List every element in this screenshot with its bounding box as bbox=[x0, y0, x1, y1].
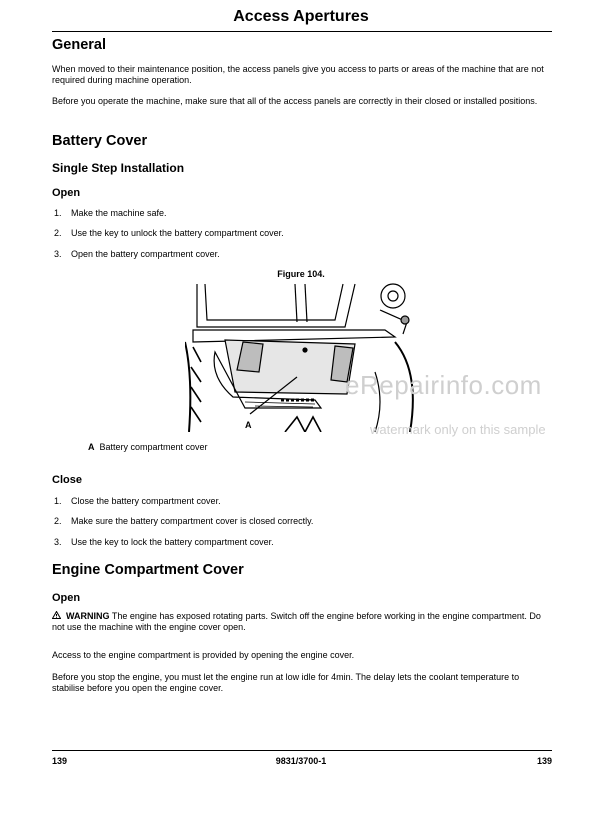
footer-document-number: 9831/3700-1 bbox=[275, 756, 327, 766]
engine-cover-heading: Engine Compartment Cover bbox=[52, 562, 244, 578]
step-number: 1. bbox=[54, 496, 62, 506]
page-title: Access Apertures bbox=[233, 8, 369, 25]
warning-label: WARNING bbox=[66, 611, 110, 621]
general-paragraph-1: When moved to their maintenance position, the access panels give you access to parts or areas of the machine that are not required during machine operation. bbox=[52, 64, 544, 85]
warning-triangle-icon bbox=[52, 611, 66, 622]
step-text: Make sure the battery compartment cover is closed correctly. bbox=[71, 516, 314, 526]
bottom-rule bbox=[52, 750, 552, 751]
engine-open-heading: Open bbox=[52, 592, 81, 604]
step-text: Open the battery compartment cover. bbox=[71, 249, 220, 259]
figure-label: Figure 104. bbox=[277, 269, 325, 279]
step-number: 2. bbox=[54, 228, 62, 238]
step-number: 1. bbox=[54, 208, 62, 218]
step-text: Use the key to unlock the battery compartment cover. bbox=[71, 228, 284, 238]
battery-cover-figure bbox=[185, 282, 425, 432]
battery-close-step bbox=[54, 496, 221, 507]
step-text: Use the key to lock the battery compartment cover. bbox=[71, 537, 274, 547]
footer-page-right: 139 bbox=[536, 756, 552, 766]
footer-page-left: 139 bbox=[52, 756, 68, 766]
battery-cover-heading: Battery Cover bbox=[52, 133, 148, 149]
step-text: Make the machine safe. bbox=[71, 208, 167, 218]
figure-caption bbox=[88, 442, 208, 452]
battery-close-step bbox=[54, 537, 274, 548]
battery-open-step bbox=[54, 208, 167, 219]
battery-close-step bbox=[54, 516, 313, 527]
battery-open-step bbox=[54, 228, 284, 239]
caption-letter: A bbox=[88, 442, 95, 452]
step-text: Close the battery compartment cover. bbox=[71, 496, 221, 506]
watermark-site: eRepairinfo.com bbox=[345, 370, 542, 400]
single-step-installation-heading: Single Step Installation bbox=[52, 161, 185, 175]
battery-cover-illustration bbox=[185, 282, 425, 432]
engine-paragraph-1: Access to the engine compartment is provided by opening the engine cover. bbox=[52, 650, 355, 660]
battery-open-heading: Open bbox=[52, 187, 81, 199]
engine-paragraph-2: Before you stop the engine, you must let the engine run at low idle for 4min. The delay lets the coolant temperature to stabilise before you open the engine cover. bbox=[52, 672, 520, 693]
watermark-note: watermark only on this sample bbox=[370, 422, 546, 437]
figure-callout-a: A bbox=[245, 420, 252, 430]
general-heading: General bbox=[52, 37, 106, 53]
general-paragraph-2: Before you operate the machine, make sure that all of the access panels are correctly in their closed or installed positions. bbox=[52, 96, 538, 106]
caption-text: Battery compartment cover bbox=[99, 442, 208, 452]
step-number: 2. bbox=[54, 516, 62, 526]
top-rule bbox=[52, 31, 552, 32]
step-number: 3. bbox=[54, 537, 62, 547]
step-number: 3. bbox=[54, 249, 62, 259]
engine-warning bbox=[52, 611, 552, 633]
battery-close-heading: Close bbox=[52, 474, 82, 486]
warning-text: The engine has exposed rotating parts. Switch off the engine before working in the engine compartment. Do not use the machine with the engine cover open. bbox=[52, 611, 541, 632]
battery-open-step bbox=[54, 249, 220, 260]
